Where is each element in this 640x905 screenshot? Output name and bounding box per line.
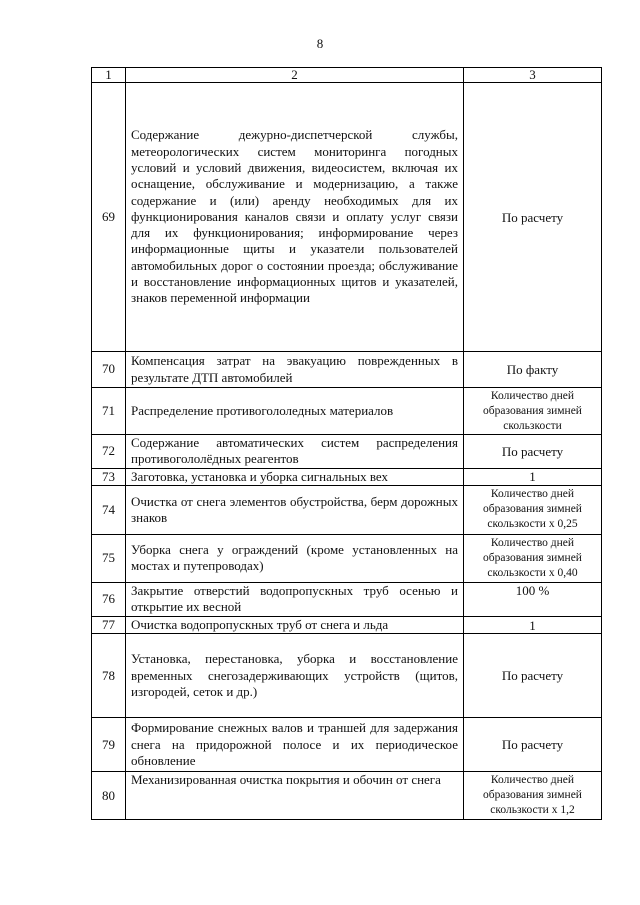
table-row bbox=[92, 772, 602, 820]
row-number: 71 bbox=[92, 388, 126, 435]
row-number: 70 bbox=[92, 352, 126, 388]
header-col-2: 2 bbox=[126, 68, 464, 83]
table-row bbox=[92, 634, 602, 718]
row-value: 1 bbox=[464, 616, 602, 633]
row-number: 73 bbox=[92, 468, 126, 485]
table-row bbox=[92, 468, 602, 485]
row-value: По расчету bbox=[464, 83, 602, 352]
row-description: Очистка от снега элементов обустройства, берм дорожных знаков bbox=[126, 485, 464, 534]
row-number: 69 bbox=[92, 83, 126, 352]
table-row bbox=[92, 435, 602, 469]
row-number: 75 bbox=[92, 534, 126, 582]
row-value: 100 % bbox=[464, 582, 602, 616]
row-number: 72 bbox=[92, 435, 126, 469]
row-number: 79 bbox=[92, 718, 126, 772]
row-description: Механизированная очистка покрытия и обочин от снега bbox=[126, 772, 464, 820]
table-row bbox=[92, 616, 602, 633]
row-number: 80 bbox=[92, 772, 126, 820]
table-row bbox=[92, 485, 602, 534]
row-description: Уборка снега у ограждений (кроме установленных на мостах и путепроводах) bbox=[126, 534, 464, 582]
row-value: По расчету bbox=[464, 718, 602, 772]
row-description: Очистка водопропускных труб от снега и льда bbox=[126, 616, 464, 633]
row-description: Закрытие отверстий водопропускных труб осенью и открытие их весной bbox=[126, 582, 464, 616]
row-value: Количество дней образования зимней скользкости х 1,2 bbox=[464, 772, 602, 820]
row-description: Формирование снежных валов и траншей для задержания снега на придорожной полосе и их периодическое обновление bbox=[126, 718, 464, 772]
table-row bbox=[92, 83, 602, 352]
row-description: Содержание автоматических систем распределения противогололёдных реагентов bbox=[126, 435, 464, 469]
row-value: По расчету bbox=[464, 634, 602, 718]
table-row bbox=[92, 388, 602, 435]
row-value: 1 bbox=[464, 468, 602, 485]
page-number: 8 bbox=[316, 36, 324, 51]
row-value: Количество дней образования зимней скользкости bbox=[464, 388, 602, 435]
table-header-row bbox=[92, 68, 602, 83]
row-value: Количество дней образования зимней скользкости х 0,25 bbox=[464, 485, 602, 534]
row-description: Установка, перестановка, уборка и восстановление временных снегозадерживающих устройств (щитов, изгородей, сеток и др.) bbox=[126, 634, 464, 718]
header-col-3: 3 bbox=[464, 68, 602, 83]
row-number: 74 bbox=[92, 485, 126, 534]
header-col-1: 1 bbox=[92, 68, 126, 83]
row-value: По расчету bbox=[464, 435, 602, 469]
row-value: Количество дней образования зимней скользкости х 0,40 bbox=[464, 534, 602, 582]
row-number: 78 bbox=[92, 634, 126, 718]
norms-table bbox=[91, 67, 602, 820]
table-row bbox=[92, 352, 602, 388]
table-row bbox=[92, 718, 602, 772]
row-number: 76 bbox=[92, 582, 126, 616]
row-description: Содержание дежурно-диспетчерской службы, метеорологических систем мониторинга погодных условий и условий движения, видеосистем, включая их оснащение, обслуживание и модернизацию, а также содержание и (или) аренду необходимых для их функционирования каналов связи и оплату услуг связи для их функционирования; информирование через информационные щиты и указатели пользователей автомобильных дорог о состоянии проезда; обслуживание и восстановление информационных щитов и указателей, знаков переменной информации bbox=[126, 83, 464, 352]
table-row bbox=[92, 582, 602, 616]
row-number: 77 bbox=[92, 616, 126, 633]
row-description: Заготовка, установка и уборка сигнальных вех bbox=[126, 468, 464, 485]
row-value: По факту bbox=[464, 352, 602, 388]
table-row bbox=[92, 534, 602, 582]
row-description: Компенсация затрат на эвакуацию поврежденных в результате ДТП автомобилей bbox=[126, 352, 464, 388]
row-description: Распределение противогололедных материалов bbox=[126, 388, 464, 435]
